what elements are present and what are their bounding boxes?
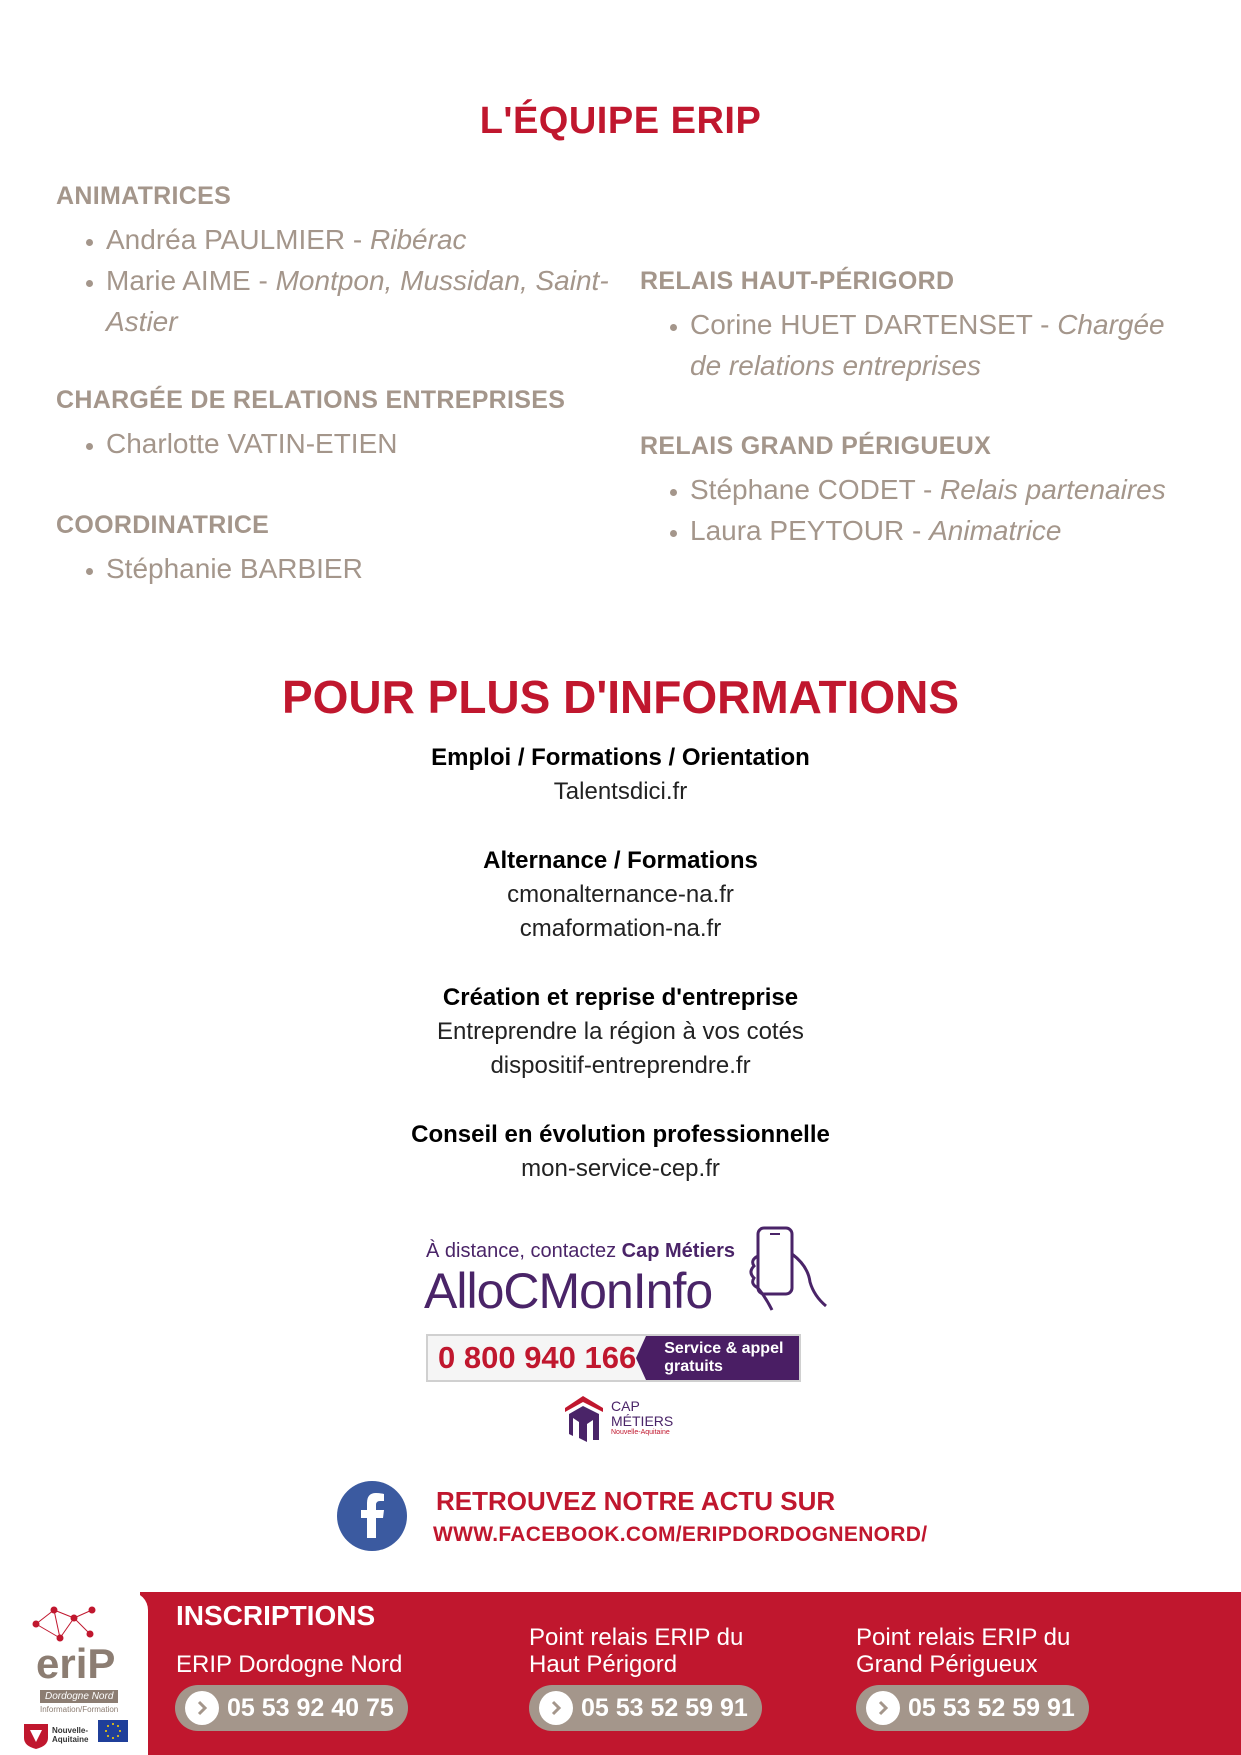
footer-contact-label: Point relais ERIP du Haut Périgord: [529, 1624, 744, 1678]
team-right-column-2: [640, 432, 1220, 551]
allo-name: AlloCMonInfo: [424, 1263, 713, 1319]
member-item: • Stéphane CODET - Relais partenaires: [690, 469, 1220, 510]
phone-button[interactable]: 05 53 52 59 91: [856, 1685, 1089, 1731]
team-left-column-3: [56, 511, 616, 589]
info-block-conseil: [0, 1118, 1241, 1186]
info-block-emploi: [0, 741, 1241, 809]
eu-flag-icon: [98, 1720, 128, 1742]
facebook-url[interactable]: WWW.FACEBOOK.COM/ERIPDORDOGNENORD/: [433, 1523, 928, 1546]
info-link[interactable]: dispositif-entreprendre.fr: [490, 1052, 751, 1079]
info-block-alternance: [0, 844, 1241, 946]
team-right-column: [640, 267, 1200, 386]
info-heading: Conseil en évolution professionnelle: [411, 1121, 830, 1148]
section-heading-coordinatrice: COORDINATRICE: [56, 511, 270, 539]
section-heading-charge: CHARGÉE DE RELATIONS ENTREPRISES: [56, 386, 566, 414]
footer-heading: INSCRIPTIONS: [176, 1600, 376, 1631]
allo-phone-box[interactable]: [426, 1334, 801, 1382]
info-link[interactable]: cmonalternance-na.fr: [507, 881, 734, 908]
allo-phone-number[interactable]: 0 800 940 166: [438, 1340, 637, 1375]
info-title: POUR PLUS D'INFORMATIONS: [281, 671, 960, 723]
member-item: • Laura PEYTOUR - Animatrice: [690, 510, 1220, 551]
chevron-right-icon: [539, 1691, 573, 1725]
section-heading-haut-perigord: RELAIS HAUT-PÉRIGORD: [640, 267, 955, 295]
member-item: • Corine HUET DARTENSET - Chargée de relations entreprises: [690, 304, 1200, 386]
facebook-heading: RETROUVEZ NOTRE ACTU SUR: [436, 1486, 836, 1516]
team-left-column: [56, 182, 616, 342]
team-title: L'ÉQUIPE ERIP: [479, 100, 762, 142]
info-heading: Alternance / Formations: [483, 847, 758, 874]
erip-logo-text: eriP: [36, 1640, 116, 1687]
region-crest-icon: [22, 1722, 50, 1750]
allo-tagline: À distance, contactez Cap Métiers: [426, 1240, 736, 1262]
members-list: [640, 469, 1220, 551]
phone-button[interactable]: 05 53 92 40 75: [175, 1685, 408, 1731]
logo-panel: [0, 1592, 148, 1755]
section-heading-grand-perigueux: RELAIS GRAND PÉRIGUEUX: [640, 432, 992, 460]
members-list: [56, 423, 656, 464]
erip-logo-sub: Dordogne Nord: [40, 1690, 118, 1703]
info-link[interactable]: Talentsdici.fr: [553, 778, 688, 805]
footer-contact-label: Point relais ERIP du Grand Périgueux: [856, 1624, 1071, 1678]
info-heading: Création et reprise d'entreprise: [442, 984, 799, 1011]
member-item: • Stéphanie BARBIER: [106, 548, 616, 589]
phone-hand-icon: [748, 1226, 828, 1312]
phone-button[interactable]: 05 53 52 59 91: [529, 1685, 762, 1731]
info-text: Entreprendre la région à vos cotés: [437, 1018, 804, 1045]
cap-metiers-logo-icon: [563, 1394, 605, 1444]
cap-metiers-text: CAP MÉTIERS Nouvelle-Aquitaine: [611, 1398, 674, 1436]
team-left-column-2: [56, 386, 656, 464]
member-item: • Marie AIME - Montpon, Mussidan, Saint-Astier: [106, 260, 616, 342]
member-item: • Charlotte VATIN-ETIEN: [106, 423, 656, 464]
member-item: • Andréa PAULMIER - Ribérac: [106, 219, 616, 260]
info-block-creation: [0, 981, 1241, 1083]
chevron-right-icon: [866, 1691, 900, 1725]
section-heading-animatrices: ANIMATRICES: [56, 182, 232, 210]
members-list: [56, 219, 616, 342]
facebook-icon[interactable]: [336, 1480, 408, 1552]
region-label: Nouvelle-Aquitaine: [52, 1726, 89, 1744]
members-list: [640, 304, 1200, 386]
erip-logo-sub2: Information/Formation: [40, 1705, 119, 1714]
info-link[interactable]: mon-service-cep.fr: [521, 1155, 720, 1182]
info-link[interactable]: cmaformation-na.fr: [519, 915, 722, 942]
chevron-right-icon: [185, 1691, 219, 1725]
footer-contact-label: ERIP Dordogne Nord: [176, 1651, 403, 1678]
info-heading: Emploi / Formations / Orientation: [431, 744, 810, 771]
members-list: [56, 548, 616, 589]
allo-free-label: Service & appel gratuits: [646, 1336, 799, 1380]
